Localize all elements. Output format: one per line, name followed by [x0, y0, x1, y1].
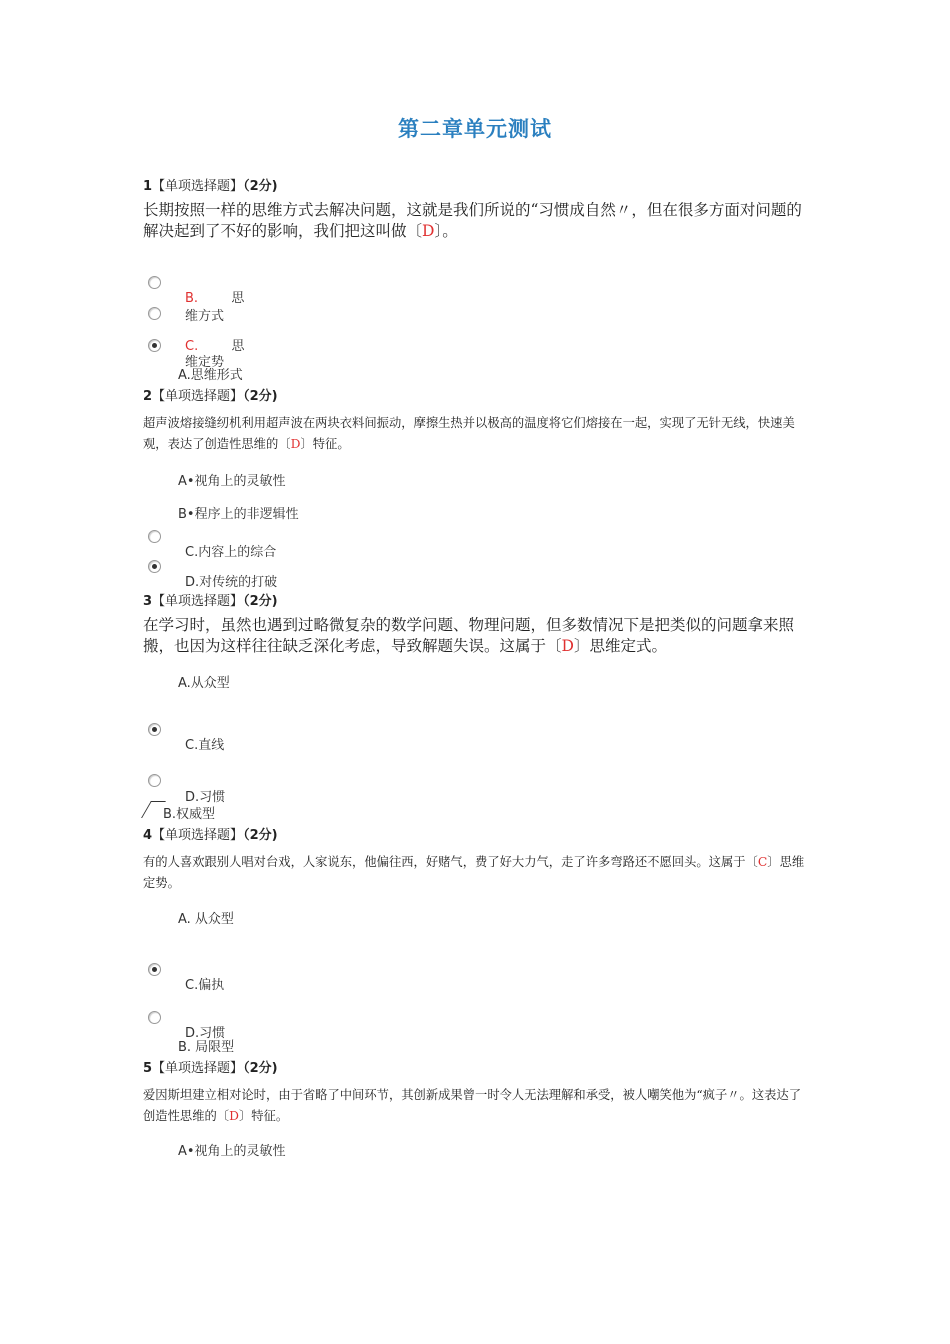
option-d: D.习惯	[185, 790, 226, 805]
page-title: 第二章单元测试	[398, 117, 552, 141]
question-score: （2分)	[243, 1061, 278, 1076]
option-a: A.从众型	[178, 676, 230, 691]
option-a: A•视角上的灵敏性	[178, 474, 286, 489]
answer-letter: D	[229, 1109, 239, 1123]
question-number: 3	[143, 594, 153, 609]
radio-option-selected[interactable]	[148, 560, 161, 573]
question-score: （2分)	[243, 828, 278, 843]
answer-letter: D	[561, 637, 574, 655]
question-score: （2分)	[243, 594, 278, 609]
option-d: D.习惯	[185, 1026, 226, 1041]
option-c: C.内容上的综合	[185, 545, 277, 560]
radio-option[interactable]	[148, 530, 161, 543]
question-text: 爱因斯坦建立相对论时，由于省略了中间环节，其创新成果曾一时令人无法理解和承受，被人嘲笑他为“疯子〃。这表达了创造性思维的〔	[143, 1088, 802, 1123]
option-c: C.直线	[185, 738, 225, 753]
answer-letter: D	[290, 437, 301, 451]
option-text: 思	[231, 339, 245, 354]
option-letter: B.	[185, 291, 199, 306]
question-4-text	[143, 852, 811, 894]
question-5-text	[143, 1085, 811, 1127]
radio-option[interactable]	[148, 1011, 161, 1024]
question-1-text	[143, 200, 811, 242]
question-type: 【单项选择题】	[152, 1061, 244, 1076]
question-text: 有的人喜欢跟别人唱对台戏，人家说东，他偏往西，好赌气，费了好大力气，走了许多弯路还不愿回头。这属于〔	[143, 855, 758, 869]
question-5-header	[143, 1057, 278, 1076]
question-text-end: 〕特征。	[300, 437, 350, 451]
question-3-header	[143, 590, 278, 609]
radio-option-selected[interactable]	[148, 963, 161, 976]
question-text-end: 〕特征。	[238, 1109, 289, 1123]
option-letter: C.	[185, 339, 199, 354]
answer-letter: C	[757, 855, 768, 869]
option-b: B•程序上的非逻辑性	[178, 507, 299, 522]
option-b: B.权威型	[163, 807, 216, 822]
option-a: A. 从众型	[178, 912, 234, 927]
question-score: （2分)	[243, 389, 278, 404]
question-score: （2分)	[243, 179, 278, 194]
question-number: 4	[143, 828, 153, 843]
radio-option[interactable]	[148, 774, 161, 787]
question-type: 【单项选择题】	[152, 389, 244, 404]
answer-letter: D	[422, 222, 435, 240]
option-a: A.思维形式	[178, 368, 243, 383]
option-b: B. 局限型	[178, 1040, 235, 1055]
question-number: 5	[143, 1061, 153, 1076]
question-text-end: 〕思维定势。	[143, 855, 805, 890]
question-text-end: 〕。	[434, 222, 458, 240]
radio-option-selected[interactable]	[148, 339, 161, 352]
question-2-header	[143, 385, 278, 404]
radio-option[interactable]	[148, 307, 161, 320]
question-type: 【单项选择题】	[152, 594, 244, 609]
question-type: 【单项选择题】	[152, 179, 244, 194]
option-b	[185, 287, 244, 306]
option-b-continued: 维方式	[185, 309, 225, 324]
question-number: 2	[143, 389, 153, 404]
question-1-header	[143, 175, 278, 194]
option-d: D.对传统的打破	[185, 575, 278, 590]
question-text-end: 〕思维定式。	[573, 637, 667, 655]
radio-option[interactable]	[148, 276, 161, 289]
question-type: 【单项选择题】	[152, 828, 244, 843]
option-c: C.偏执	[185, 978, 225, 993]
option-text: 思	[231, 291, 245, 306]
question-3-text	[143, 615, 811, 657]
question-4-header	[143, 824, 278, 843]
question-text: 超声波熔接缝纫机利用超声波在两块衣料间振动，摩擦生热并以极高的温度将它们熔接在一起，实现了无针无线，快速美观，表达了创造性思维的〔	[143, 416, 795, 451]
question-text: 在学习时，虽然也遇到过略微复杂的数学问题、物理问题，但多数情况下是把类似的问题拿来照搬，也因为这样往往缺乏深化考虑，导致解题失误。这属于〔	[143, 616, 795, 655]
question-2-text	[143, 413, 811, 455]
question-text: 长期按照一样的思维方式去解决问题，这就是我们所说的“习惯成自然〃，但在很多方面对问题的解决起到了不好的影响，我们把这叫做〔	[143, 201, 802, 240]
question-number: 1	[143, 179, 153, 194]
option-c-continued: 维定势	[185, 355, 225, 370]
option-a: A•视角上的灵敏性	[178, 1144, 286, 1159]
radio-option-selected[interactable]	[148, 723, 161, 736]
